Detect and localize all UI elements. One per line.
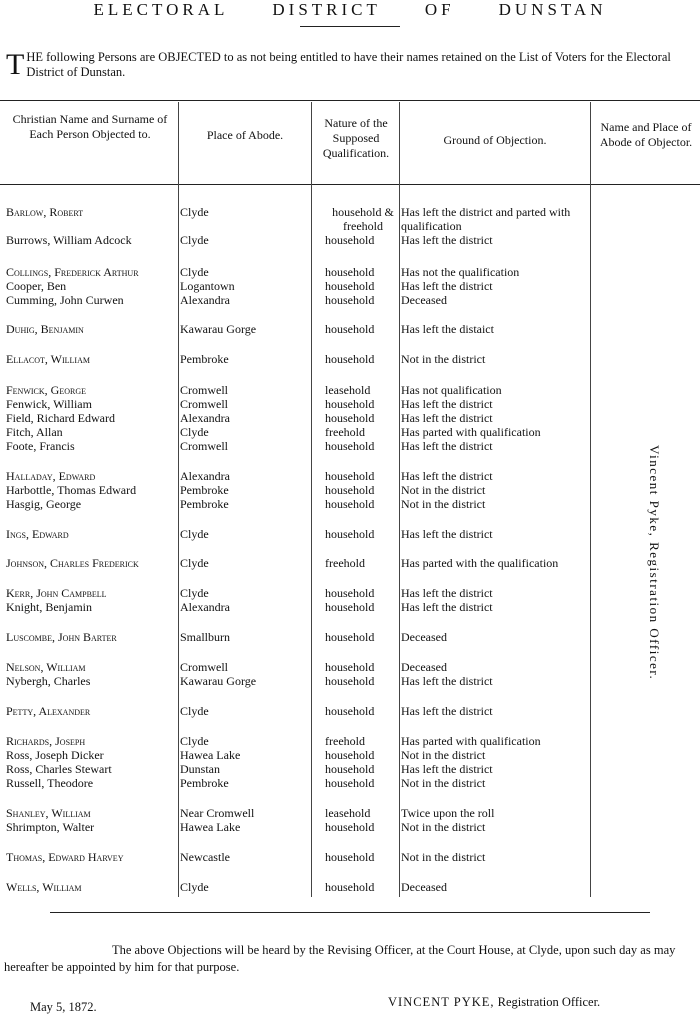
cell-nature: household & freehold: [332, 205, 394, 233]
cell-ground: Has left the district: [401, 397, 493, 411]
cell-ground: Deceased: [401, 293, 447, 307]
cell-name: Russell, Theodore: [6, 776, 94, 790]
cell-ground: Has left the district: [401, 527, 493, 541]
cell-ground: Has parted with qualification: [401, 734, 541, 748]
cell-name: Harbottle, Thomas Edward: [6, 483, 137, 497]
cell-abode: Pembroke: [180, 497, 229, 511]
cell-name: Burrows, William Adcock: [6, 233, 132, 247]
cell-ground: Has left the district: [401, 439, 493, 453]
cell-abode: Clyde: [180, 586, 209, 600]
cell-nature: household: [325, 704, 375, 718]
header-objector: Name and Place of Abode of Objector.: [599, 120, 693, 149]
cell-ground: Not in the district: [401, 497, 486, 511]
cell-abode: Alexandra: [180, 600, 230, 614]
cell-abode: Clyde: [180, 527, 209, 541]
cell-ground: Not in the district: [401, 776, 486, 790]
cell-abode: Cromwell: [180, 660, 228, 674]
cell-name: Fenwick, William: [6, 397, 92, 411]
cell-name: Johnson, Charles Frederick: [6, 556, 139, 570]
header-ground: Ground of Objection.: [443, 133, 547, 147]
cell-name: Ellacot, William: [6, 352, 90, 366]
table-top-rule: [0, 100, 700, 101]
cell-abode: Kawarau Gorge: [180, 322, 257, 336]
cell-ground: Not in the district: [401, 820, 486, 834]
cell-nature: household: [325, 352, 375, 366]
cell-name: Shanley, William: [6, 806, 91, 820]
page-title: [0, 0, 700, 20]
column-divider: [178, 102, 179, 897]
cell-name: Field, Richard Edward: [6, 411, 115, 425]
header-abode: Place of Abode.: [206, 128, 284, 142]
cell-nature: household: [325, 748, 375, 762]
cell-abode: Clyde: [180, 556, 209, 570]
table-header-rule: [0, 184, 700, 185]
cell-nature: household: [325, 820, 375, 834]
cell-nature: leasehold: [325, 383, 371, 397]
cell-abode: Kawarau Gorge: [180, 674, 257, 688]
cell-nature: household: [325, 483, 375, 497]
cell-nature: household: [325, 397, 375, 411]
cell-name: Ross, Joseph Dicker: [6, 748, 104, 762]
cell-nature: household: [325, 411, 375, 425]
cell-name: Kerr, John Campbell: [6, 586, 107, 600]
cell-name: Wells, William: [6, 880, 82, 894]
cell-ground: Has not qualification: [401, 383, 502, 397]
cell-nature: household: [325, 322, 375, 336]
cell-abode: Newcastle: [180, 850, 230, 864]
cell-name: Petty, Alexander: [6, 704, 91, 718]
cell-nature: household: [325, 850, 375, 864]
cell-nature: household: [325, 265, 375, 279]
table-bottom-rule: [50, 912, 650, 913]
cell-name: Nelson, William: [6, 660, 86, 674]
cell-abode: Clyde: [180, 233, 209, 247]
cell-abode: Clyde: [180, 205, 209, 219]
cell-name: Luscombe, John Barter: [6, 630, 117, 644]
cell-ground: Twice upon the roll: [401, 806, 495, 820]
cell-abode: Alexandra: [180, 293, 230, 307]
cell-name: Shrimpton, Walter: [6, 820, 95, 834]
cell-abode: Dunstan: [180, 762, 220, 776]
cell-nature: household: [325, 586, 375, 600]
cell-name: Knight, Benjamin: [6, 600, 92, 614]
cell-ground: Deceased: [401, 630, 447, 644]
title-word: OF: [424, 0, 455, 19]
cell-nature: household: [325, 527, 375, 541]
objector-name: Vincent Pyke, Registration Officer.: [647, 445, 662, 681]
signature: [388, 995, 600, 1010]
notice-date: May 5, 1872.: [30, 1000, 97, 1014]
cell-ground: Has left the district: [401, 233, 493, 247]
cell-name: Barlow, Robert: [6, 205, 84, 219]
cell-name: Fenwick, George: [6, 383, 86, 397]
cell-nature: freehold: [325, 425, 365, 439]
cell-nature: household: [325, 469, 375, 483]
cell-nature: household: [325, 776, 375, 790]
cell-nature: leasehold: [325, 806, 371, 820]
cell-abode: Smallburn: [180, 630, 230, 644]
cell-abode: Clyde: [180, 734, 209, 748]
cell-name: Fitch, Allan: [6, 425, 63, 439]
cell-name: Halladay, Edward: [6, 469, 96, 483]
cell-name: Thomas, Edward Harvey: [6, 850, 124, 864]
cell-ground: Has left the district: [401, 411, 493, 425]
cell-abode: Hawea Lake: [180, 820, 241, 834]
cell-ground: Not in the district: [401, 850, 486, 864]
cell-name: Ings, Edward: [6, 527, 69, 541]
cell-abode: Logantown: [180, 279, 235, 293]
header-nature: Nature of the Supposed Qualification.: [322, 116, 390, 160]
cell-ground: Has left the district: [401, 674, 493, 688]
cell-nature: household: [325, 233, 375, 247]
cell-nature: household: [325, 674, 375, 688]
cell-ground: Has left the district: [401, 279, 493, 293]
cell-abode: Pembroke: [180, 483, 229, 497]
signature-role: Registration Officer.: [497, 995, 601, 1009]
cell-ground: Not in the district: [401, 748, 486, 762]
cell-ground: Not in the district: [401, 352, 486, 366]
cell-abode: Near Cromwell: [180, 806, 255, 820]
cell-ground: Deceased: [401, 660, 447, 674]
signature-name: VINCENT PYKE,: [388, 995, 495, 1009]
cell-ground: Has parted with the qualification: [401, 556, 559, 570]
cell-ground: Has left the district and parted with qualification: [401, 205, 571, 233]
cell-nature: household: [325, 762, 375, 776]
cell-nature: household: [325, 600, 375, 614]
cell-ground: Has left the distaict: [401, 322, 494, 336]
cell-ground: Has left the district: [401, 600, 493, 614]
cell-abode: Clyde: [180, 880, 209, 894]
cell-ground: Deceased: [401, 880, 447, 894]
cell-nature: household: [325, 880, 375, 894]
cell-abode: Cromwell: [180, 397, 228, 411]
cell-nature: household: [325, 630, 375, 644]
cell-abode: Clyde: [180, 265, 209, 279]
cell-name: Nybergh, Charles: [6, 674, 91, 688]
cell-nature: household: [325, 293, 375, 307]
cell-ground: Has left the district: [401, 469, 493, 483]
ornament-rule: [300, 26, 400, 27]
cell-ground: Has not the qualification: [401, 265, 520, 279]
cell-nature: freehold: [325, 556, 365, 570]
cell-name: Cooper, Ben: [6, 279, 67, 293]
cell-abode: Alexandra: [180, 469, 230, 483]
cell-abode: Clyde: [180, 704, 209, 718]
column-divider: [311, 102, 312, 897]
cell-ground: Has left the district: [401, 762, 493, 776]
cell-nature: freehold: [325, 734, 365, 748]
cell-abode: Cromwell: [180, 439, 228, 453]
cell-abode: Pembroke: [180, 776, 229, 790]
cell-ground: Has left the district: [401, 586, 493, 600]
cell-name: Richards, Joseph: [6, 734, 86, 748]
cell-nature: household: [325, 660, 375, 674]
cell-name: Ross, Charles Stewart: [6, 762, 112, 776]
title-word: DISTRICT: [272, 0, 381, 19]
header-name: Christian Name and Surname of Each Person Objected to.: [12, 112, 168, 141]
cell-ground: Has left the district: [401, 704, 493, 718]
title-word: DUNSTAN: [498, 0, 607, 19]
drop-cap: T: [6, 48, 25, 81]
cell-nature: household: [325, 497, 375, 511]
cell-nature: household: [325, 439, 375, 453]
cell-nature: household: [325, 279, 375, 293]
intro-text: HE following Persons are OBJECTED to as not being entitled to have their names retained on the List of Voters for the Electoral District of Dunstan.: [26, 50, 671, 79]
cell-abode: Pembroke: [180, 352, 229, 366]
footer-notice: The above Objections will be heard by the Revising Officer, at the Court House, at Clyde, upon such day as may hereafter be appointed by him for that purpose.: [4, 943, 676, 974]
intro-paragraph: [6, 50, 700, 80]
cell-abode: Clyde: [180, 425, 209, 439]
title-word: ELECTORAL: [93, 0, 229, 19]
cell-abode: Alexandra: [180, 411, 230, 425]
cell-abode: Hawea Lake: [180, 748, 241, 762]
cell-ground: Has parted with qualification: [401, 425, 541, 439]
cell-name: Duhig, Benjamin: [6, 322, 84, 336]
cell-ground: Not in the district: [401, 483, 486, 497]
cell-name: Hasgig, George: [6, 497, 82, 511]
cell-name: Collings, Frederick Arthur: [6, 265, 139, 279]
cell-abode: Cromwell: [180, 383, 228, 397]
cell-name: Cumming, John Curwen: [6, 293, 124, 307]
cell-name: Foote, Francis: [6, 439, 75, 453]
